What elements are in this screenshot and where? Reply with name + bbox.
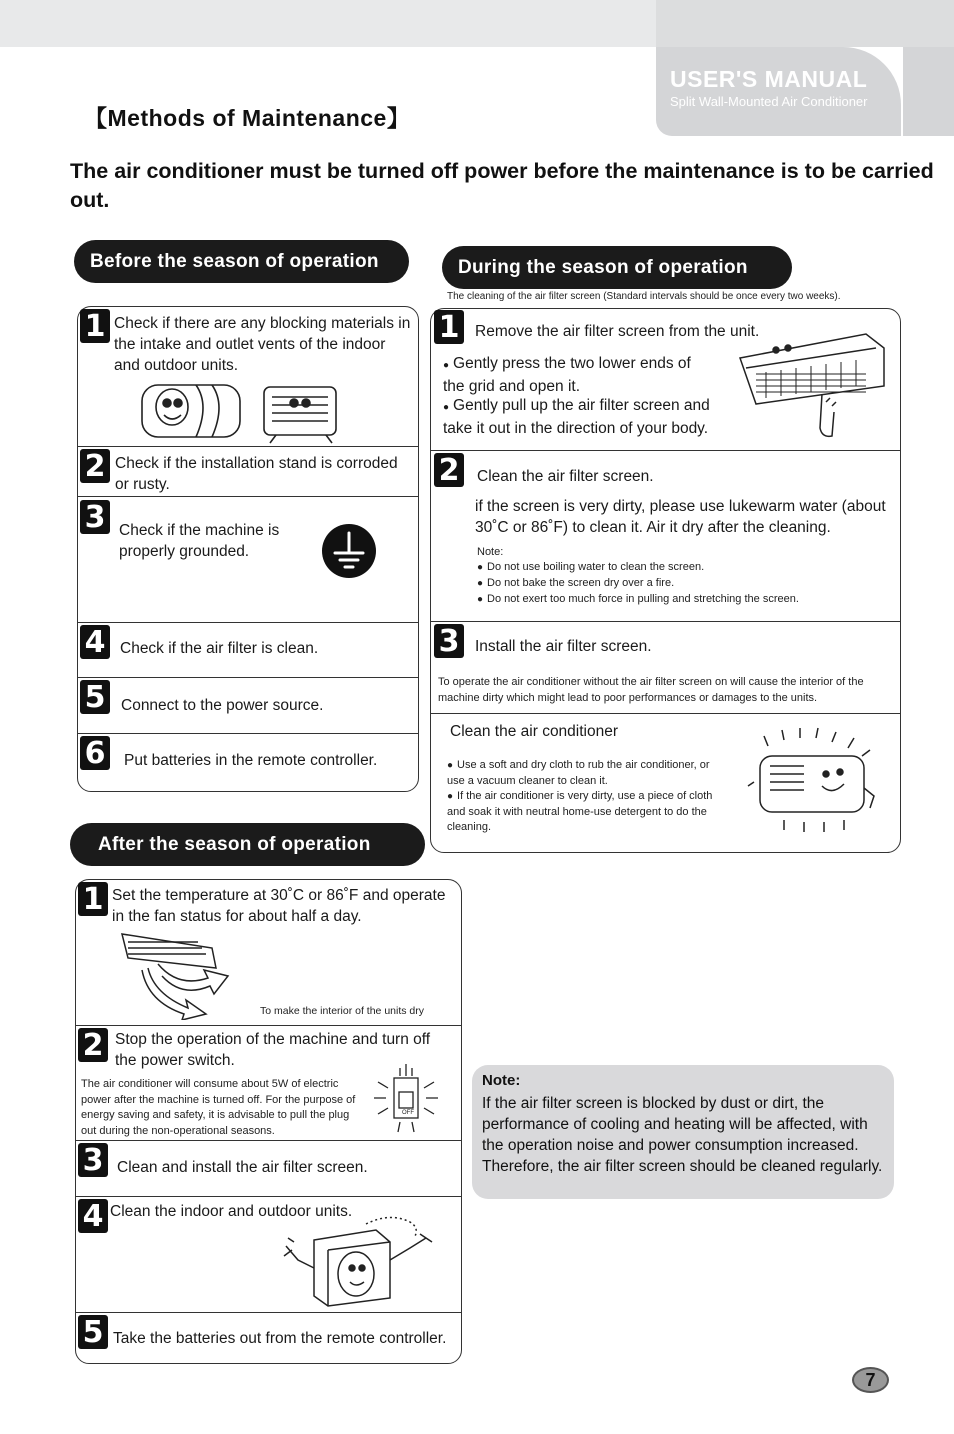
cartoon-units-illustration <box>136 375 346 445</box>
after-step-5-text: Take the batteries out from the remote controller. <box>113 1330 447 1347</box>
during-step-2-note-2: ● Do not bake the screen dry over a fire. <box>477 576 674 592</box>
divider <box>78 733 418 734</box>
manual-tab-side <box>903 47 954 136</box>
manual-subtitle: Split Wall-Mounted Air Conditioner <box>670 94 868 109</box>
during-step-1-bullet-1: ● Gently press the two lower ends of the grid and open it. <box>443 353 713 397</box>
page-number: 7 <box>852 1367 889 1393</box>
interval-note: The cleaning of the air filter screen (Standard intervals should be once every two weeks). <box>447 291 841 302</box>
step-number: 5 <box>78 1315 108 1349</box>
during-step-2-title: Clean the air filter screen. <box>477 468 654 485</box>
divider <box>78 622 418 623</box>
ac-airflow-illustration <box>118 928 238 1020</box>
before-step-3-text: Check if the machine is properly grounded. <box>119 522 280 560</box>
clean-ac-bullet-2: ● If the air conditioner is very dirty, use a piece of cloth and soak it with neutral home-use detergent to do the cleaning. <box>447 789 722 836</box>
step-number: 3 <box>78 1143 108 1177</box>
during-step-2-note-1: ● Do not use boiling water to clean the screen. <box>477 560 704 576</box>
step-number: 4 <box>78 1199 108 1233</box>
divider <box>76 1025 461 1026</box>
step-number: 3 <box>80 500 110 534</box>
divider <box>78 677 418 678</box>
during-step-1-bullet-2: ● Gently pull up the air filter screen and take it out in the direction of your body. <box>443 395 733 439</box>
divider <box>431 621 900 622</box>
page-title: 【Methods of Maintenance】 <box>84 105 411 131</box>
note-label: Note: <box>482 1072 521 1089</box>
divider <box>76 1140 461 1141</box>
after-step-1-caption: To make the interior of the units dry <box>260 1005 424 1017</box>
outdoor-unit-illustration <box>280 1212 440 1308</box>
step-number: 5 <box>80 680 110 714</box>
after-heading-label: After the season of operation <box>98 833 371 855</box>
during-step-2-note-3: ● Do not exert too much force in pulling and stretching the screen. <box>477 592 799 608</box>
before-heading-label: Before the season of operation <box>90 250 379 272</box>
after-step-1-text: Set the temperature at 30˚C or 86˚F and operate in the fan status for about half a day. <box>112 887 446 925</box>
warning-text: The air conditioner must be turned off power before the maintenance is to be carried out. <box>70 159 934 212</box>
divider <box>431 450 900 451</box>
during-step-2-note-label: Note: <box>477 546 504 558</box>
step-number: 1 <box>434 310 464 344</box>
during-step-3-title: Install the air filter screen. <box>475 638 652 655</box>
step-number: 2 <box>434 453 464 487</box>
note-body: If the air filter screen is blocked by dust or dirt, the performance of cooling and heating will be affected, with the operation noise and power consumption increased. Therefore, the air filter screen should be cleaned regularly. <box>482 1095 883 1175</box>
step-number: 2 <box>78 1028 108 1062</box>
power-switch-icon <box>370 1062 442 1134</box>
after-step-2-detail: The air conditioner will consume about 5W of electric power after the machine is turned off. For the purpose of energy saving and safety, it is advisable to pull the plug out during the non-operational seasons. <box>81 1078 356 1137</box>
before-step-1-text: Check if there are any blocking materials in the intake and outlet vents of the indoor and outdoor units. <box>114 315 411 374</box>
divider <box>78 496 418 497</box>
before-heading <box>74 240 409 283</box>
step-number: 4 <box>80 625 110 659</box>
divider <box>76 1196 461 1197</box>
during-step-1-title: Remove the air filter screen from the unit. <box>475 323 760 340</box>
step-number: 3 <box>434 624 464 658</box>
step-number: 2 <box>80 449 110 483</box>
after-step-4-text: Clean the indoor and outdoor units. <box>110 1203 353 1220</box>
divider <box>78 446 418 447</box>
ground-symbol-icon <box>321 523 377 579</box>
indoor-unit-illustration <box>736 328 888 442</box>
before-step-6-text: Put batteries in the remote controller. <box>124 752 378 769</box>
step-number: 1 <box>78 882 108 916</box>
happy-ac-illustration <box>744 726 882 836</box>
during-step-2-body: if the screen is very dirty, please use lukewarm water (about 30˚C or 86˚F) to clean it. Air it dry after the cleaning. <box>475 498 886 536</box>
before-step-2-text: Check if the installation stand is corroded or rusty. <box>115 455 398 493</box>
clean-ac-title: Clean the air conditioner <box>450 723 619 740</box>
step-number: 6 <box>80 736 110 770</box>
manual-title: USER'S MANUAL <box>670 66 868 92</box>
before-step-5-text: Connect to the power source. <box>121 697 324 714</box>
during-heading <box>442 246 792 289</box>
before-step-4-text: Check if the air filter is clean. <box>120 640 319 657</box>
divider <box>431 713 900 714</box>
after-heading <box>70 823 425 866</box>
during-step-3-body: To operate the air conditioner without the air filter screen on will cause the interior of the machine dirty which might lead to poor performances or damages to the units. <box>438 676 864 704</box>
switch-off-label: OFF <box>402 1110 414 1116</box>
header-band-right <box>656 0 954 47</box>
step-number: 1 <box>80 309 110 343</box>
during-heading-label: During the season of operation <box>458 256 748 278</box>
after-step-3-text: Clean and install the air filter screen. <box>117 1159 368 1176</box>
divider <box>76 1312 461 1313</box>
clean-ac-bullet-1: ● Use a soft and dry cloth to rub the air conditioner, or use a vacuum cleaner to clean it. <box>447 758 722 789</box>
after-step-2-text: Stop the operation of the machine and turn off the power switch. <box>115 1031 431 1069</box>
